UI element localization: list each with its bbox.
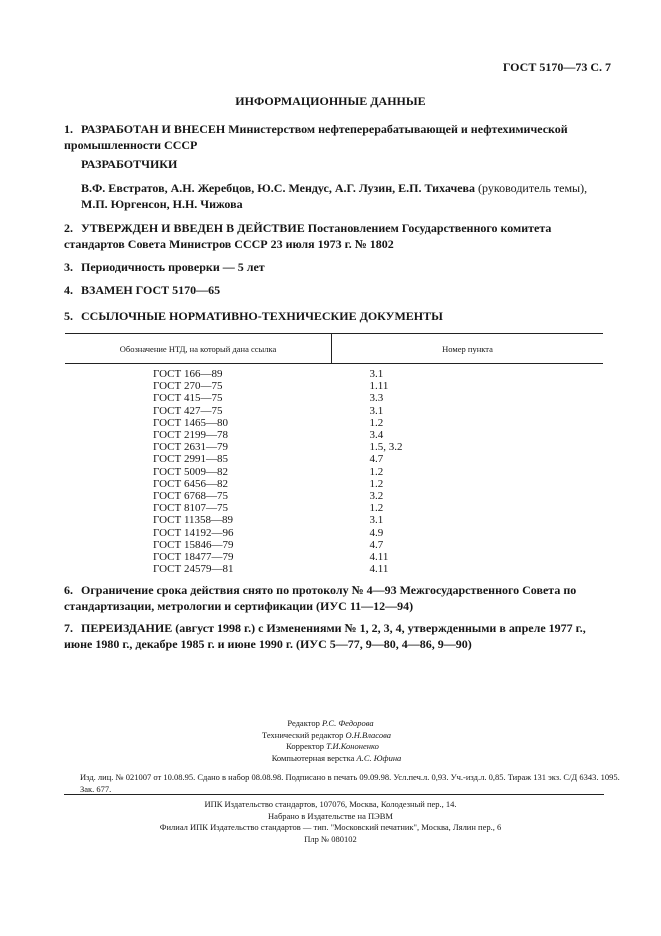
item-2-lead: УТВЕРЖДЕН И ВВЕДЕН В ДЕЙСТВИЕ bbox=[81, 221, 305, 235]
item-1-lead: РАЗРАБОТАН И ВНЕСЕН bbox=[81, 122, 226, 136]
table-row bbox=[65, 405, 603, 417]
cell-clause: 3.3 bbox=[369, 392, 384, 405]
table-row bbox=[65, 364, 603, 381]
column-header-document: Обозначение НТД, на который дана ссылка bbox=[65, 334, 332, 364]
reference-table bbox=[65, 333, 603, 575]
item-2-text: Постановлением Государственного комитета стандартов Совета Министров СССР 23 июля 1973 г. № 1802 bbox=[64, 221, 552, 251]
print-info: Изд. лиц. № 021007 от 10.08.95. Сдано в набор 08.08.98. Подписано в печать 09.09.98. Усл.печ.л. 0,93. Уч.-изд.л. 0,85. Тираж 131 экз. С/Д 6343. 1095. Зак. 677. bbox=[80, 772, 620, 794]
cell-clause: 1.5, 3.2 bbox=[369, 441, 403, 454]
cell-clause: 3.1 bbox=[369, 514, 384, 527]
footer-line-2: Набрано в Издательстве на ПЭВМ bbox=[268, 810, 393, 821]
item-number: 4. bbox=[64, 283, 73, 297]
cell-document: ГОСТ 14192—96 bbox=[153, 526, 234, 539]
table-row bbox=[65, 417, 603, 429]
item-number: 7. bbox=[64, 621, 73, 635]
item-6-text: Ограничение срока действия снято по протоколу № 4—93 Межгосударственного Совета по стандартизации, метрологии и сертификации (ИУС 11—12—94) bbox=[64, 583, 577, 613]
item-number: 1. bbox=[64, 122, 73, 136]
cell-clause: 4.7 bbox=[369, 538, 384, 551]
table-row bbox=[65, 502, 603, 514]
item-1-text: Министерством нефтеперерабатывающей и нефтехимической промышленности СССР bbox=[64, 122, 568, 152]
table-row bbox=[65, 429, 603, 441]
credit-label: Корректор bbox=[286, 741, 325, 751]
cell-clause: 3.2 bbox=[369, 490, 384, 503]
item-2 bbox=[64, 221, 604, 252]
item-1 bbox=[64, 122, 604, 153]
item-7-text: (август 1998 г.) с Изменениями № 1, 2, 3, 4, утвержденными в апреле 1977 г., июне 1980 г., декабре 1985 г. и июне 1990 г. (ИУС 5—77, 9—80, 4—86, 9—90) bbox=[64, 621, 586, 651]
cell-document: ГОСТ 1465—80 bbox=[153, 416, 228, 429]
cell-clause: 4.7 bbox=[369, 453, 384, 466]
cell-document: ГОСТ 8107—75 bbox=[153, 502, 228, 515]
credit-tech-editor bbox=[0, 730, 657, 742]
developers-block bbox=[81, 181, 603, 212]
cell-document: ГОСТ 427—75 bbox=[153, 404, 223, 417]
credit-layout bbox=[6, 753, 661, 765]
cell-document: ГОСТ 6768—75 bbox=[153, 490, 228, 503]
cell-clause: 4.9 bbox=[369, 526, 384, 539]
cell-document: ГОСТ 2199—78 bbox=[153, 429, 228, 442]
table-row bbox=[65, 441, 603, 453]
cell-clause: 1.2 bbox=[369, 416, 384, 429]
credit-label: Компьютерная верстка bbox=[271, 752, 355, 763]
credit-name: А.С. Юфина bbox=[356, 752, 402, 763]
cell-clause: 1.11 bbox=[369, 380, 389, 393]
page-title: ИНФОРМАЦИОННЫЕ ДАННЫЕ bbox=[235, 94, 426, 108]
publisher-footer bbox=[0, 799, 661, 845]
table-row bbox=[65, 551, 603, 563]
item-3-text: Периодичность проверки — 5 лет bbox=[81, 260, 265, 274]
table-row bbox=[65, 490, 603, 502]
item-3 bbox=[64, 260, 604, 276]
cell-document: ГОСТ 415—75 bbox=[153, 392, 223, 405]
cell-document: ГОСТ 270—75 bbox=[153, 380, 223, 393]
footer-divider bbox=[64, 794, 604, 795]
item-7 bbox=[64, 621, 604, 652]
cell-document: ГОСТ 11358—89 bbox=[153, 514, 234, 527]
cell-document: ГОСТ 15846—79 bbox=[153, 538, 234, 551]
table-row bbox=[65, 539, 603, 551]
developers-role: (руководитель темы), bbox=[478, 181, 588, 195]
editorial-credits bbox=[0, 718, 661, 764]
item-6 bbox=[64, 583, 604, 614]
table-row bbox=[65, 466, 603, 478]
table-row bbox=[65, 380, 603, 392]
item-number: 6. bbox=[64, 583, 73, 597]
cell-document: ГОСТ 6456—82 bbox=[153, 477, 228, 490]
cell-document: ГОСТ 5009—82 bbox=[153, 465, 228, 478]
item-4 bbox=[64, 283, 604, 299]
cell-clause: 4.11 bbox=[369, 551, 389, 564]
cell-clause: 3.1 bbox=[369, 368, 384, 380]
credit-name: Т.И.Кононенко bbox=[326, 741, 379, 751]
cell-clause: 3.4 bbox=[369, 429, 384, 442]
table-row bbox=[65, 527, 603, 539]
developers-heading: РАЗРАБОТЧИКИ bbox=[81, 157, 178, 171]
credit-label: Редактор bbox=[287, 718, 320, 728]
table-row bbox=[65, 514, 603, 526]
cell-clause: 1.2 bbox=[369, 502, 384, 515]
credit-editor bbox=[0, 718, 661, 730]
footer-line-1: ИПК Издательство стандартов, 107076, Москва, Колодезный пер., 14. bbox=[204, 799, 457, 809]
cell-clause: 1.2 bbox=[369, 465, 384, 478]
footer-line-3: Филиал ИПК Издательство стандартов — тип. "Московский печатник", Москва, Лялин пер., 6 bbox=[159, 822, 502, 832]
cell-document: ГОСТ 166—89 bbox=[153, 368, 223, 380]
table-row bbox=[65, 563, 603, 575]
item-4-text: ВЗАМЕН ГОСТ 5170—65 bbox=[81, 283, 221, 297]
item-number: 3. bbox=[64, 260, 73, 274]
credit-proofreader bbox=[2, 741, 661, 753]
table-header-row bbox=[65, 334, 603, 364]
item-number: 5. bbox=[64, 309, 73, 323]
cell-clause: 3.1 bbox=[369, 404, 384, 417]
cell-clause: 4.11 bbox=[369, 563, 389, 576]
credit-label: Технический редактор bbox=[262, 729, 344, 740]
cell-document: ГОСТ 2631—79 bbox=[153, 441, 228, 454]
item-5-text: ССЫЛОЧНЫЕ НОРМАТИВНО-ТЕХНИЧЕСКИЕ ДОКУМЕНТЫ bbox=[81, 309, 443, 323]
developers-names: В.Ф. Евстратов, А.Н. Жеребцов, Ю.С. Мендус, А.Г. Лузин, Е.П. Тихачева bbox=[81, 181, 476, 195]
item-number: 2. bbox=[64, 221, 73, 235]
cell-document: ГОСТ 24579—81 bbox=[153, 563, 234, 576]
item-5 bbox=[64, 309, 604, 325]
item-7-lead: ПЕРЕИЗДАНИЕ bbox=[81, 621, 173, 635]
cell-document: ГОСТ 18477—79 bbox=[153, 551, 234, 564]
page-header-doc-ref: ГОСТ 5170—73 С. 7 bbox=[502, 60, 611, 74]
column-header-clause: Номер пункта bbox=[332, 334, 604, 364]
developers-names-2: М.П. Юргенсон, Н.Н. Чижова bbox=[81, 196, 243, 211]
cell-document: ГОСТ 2991—85 bbox=[153, 453, 228, 466]
cell-clause: 1.2 bbox=[369, 477, 384, 490]
credit-name: Р.С. Федорова bbox=[321, 718, 374, 728]
table-row bbox=[65, 453, 603, 465]
table-row bbox=[65, 392, 603, 404]
table-row bbox=[65, 478, 603, 490]
credit-name: О.Н.Власова bbox=[345, 729, 391, 740]
footer-line-4: Плр № 080102 bbox=[304, 833, 357, 844]
